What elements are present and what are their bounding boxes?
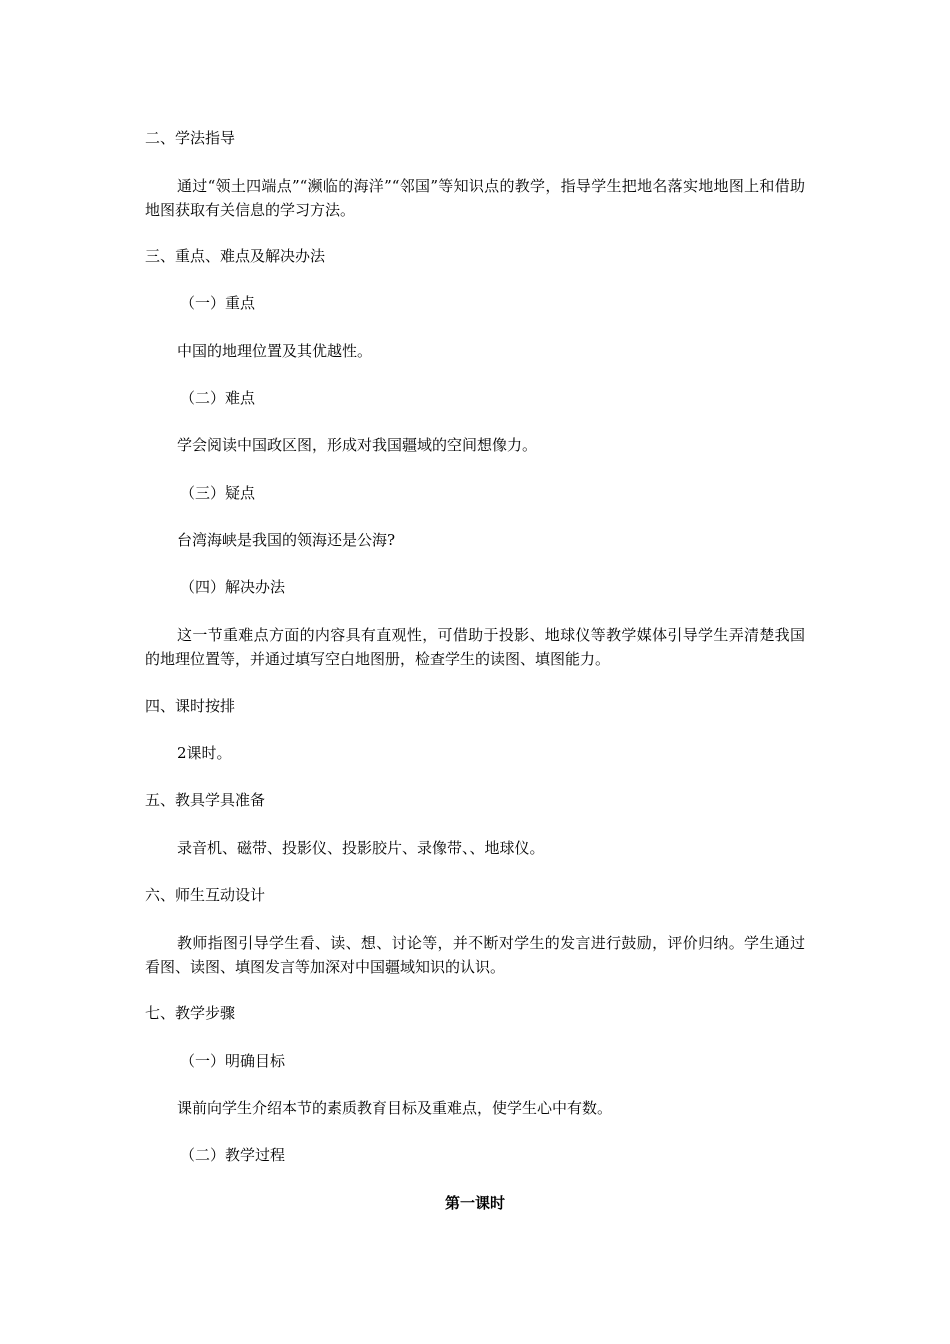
section-heading-key-points: 三、重点、难点及解决办法 [145, 247, 326, 265]
subheading-doubt: （三）疑点 [180, 484, 256, 502]
paragraph-interaction: 教师指图引导学生看、读、想、讨论等，并不断对学生的发言进行鼓励，评价归纳。学生通过看图、读图、填图发言等加深对中国疆域知识的认识。 [145, 934, 805, 976]
subheading-goals: （一）明确目标 [180, 1052, 286, 1070]
paragraph-doubt: 台湾海峡是我国的领海还是公海? [177, 531, 396, 549]
section-heading-study-method: 二、学法指导 [145, 129, 236, 147]
subheading-difficulty: （二）难点 [180, 389, 256, 407]
subheading-key-point: （一）重点 [180, 294, 256, 312]
subheading-process: （二）教学过程 [180, 1146, 286, 1164]
section-heading-schedule: 四、课时按排 [145, 697, 236, 715]
lesson-title: 第一课时 [444, 1194, 505, 1212]
paragraph-study-method: 通过“领土四端点”“濒临的海洋”“邻国”等知识点的教学，指导学生把地名落实地地图上和借助地图获取有关信息的学习方法。 [145, 177, 805, 219]
paragraph-schedule: 2课时。 [177, 744, 232, 762]
paragraph-difficulty: 学会阅读中国政区图，形成对我国疆域的空间想像力。 [177, 436, 538, 454]
section-heading-interaction: 六、师生互动设计 [145, 886, 266, 904]
subheading-solution: （四）解决办法 [180, 578, 286, 596]
paragraph-materials: 录音机、磁带、投影仪、投影胶片、录像带、、地球仪。 [177, 839, 545, 857]
paragraph-goals: 课前向学生介绍本节的素质教育目标及重难点，使学生心中有数。 [177, 1099, 613, 1117]
paragraph-solution: 这一节重难点方面的内容具有直观性，可借助于投影、地球仪等教学媒体引导学生弄清楚我国的地理位置等，并通过填写空白地图册，检查学生的读图、填图能力。 [145, 626, 805, 668]
section-heading-materials: 五、教具学具准备 [145, 791, 266, 809]
section-heading-steps: 七、教学步骤 [145, 1004, 236, 1022]
paragraph-key-point: 中国的地理位置及其优越性。 [177, 342, 373, 360]
